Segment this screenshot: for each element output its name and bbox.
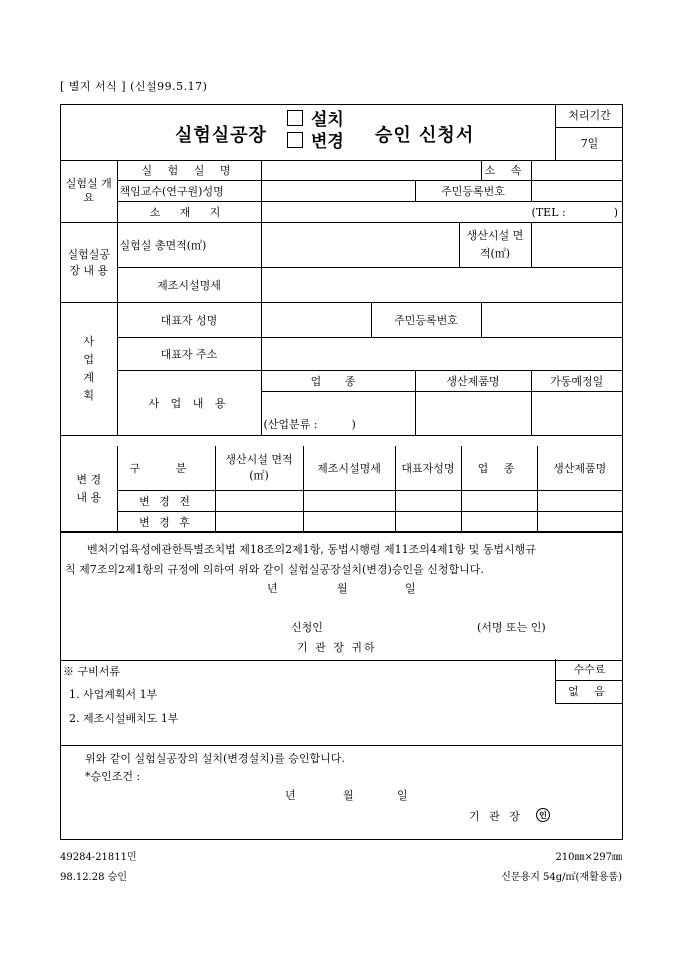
tel-label: (TEL :	[531, 205, 566, 219]
statement-line-1: 벤처기업육성에관한특별조치법 제18조의2제1항, 동법시행령 제11조의4제1항 및 동법시행규	[87, 543, 536, 556]
lab-overview-section: 실험실 개 요	[61, 160, 117, 223]
processing-period-label: 처리기간	[556, 105, 623, 128]
change-before-label: 변 경 전	[117, 491, 215, 512]
paper-type: 신문용지 54g/㎡(재활용품)	[501, 872, 622, 883]
change-before-rep[interactable]	[395, 491, 461, 512]
document-item-2: 2. 제조시설배치도 1부	[69, 712, 179, 725]
application-statement	[61, 531, 622, 661]
business-plan-section: 사 업 계 획	[61, 303, 117, 436]
application-form	[60, 104, 623, 840]
change-after-label: 변 경 후	[117, 512, 215, 533]
rep-rrn-field[interactable]	[481, 303, 622, 338]
total-area-label: 실험실 총면적(㎡)	[117, 223, 261, 268]
professor-label: 책임교수(연구원)성명	[117, 181, 261, 202]
paper-size: 210㎜×297㎜	[555, 852, 622, 863]
rep-rrn-label: 주민등록번호	[371, 303, 481, 338]
change-before-facility[interactable]	[303, 491, 395, 512]
operation-date-field[interactable]	[531, 392, 622, 436]
processing-period-value: 7일	[580, 137, 599, 150]
approval-date: 98.12.28 승인	[60, 872, 128, 883]
change-after-facility[interactable]	[303, 512, 395, 533]
change-before-area[interactable]	[215, 491, 303, 512]
approval-head: 기 관 장	[469, 810, 523, 823]
rep-name-field[interactable]	[261, 303, 371, 338]
factory-content-section: 실험실공장 내 용	[61, 223, 117, 303]
change-after-industry[interactable]	[461, 512, 537, 533]
document-item-1: 1. 사업계획서 1부	[69, 688, 158, 701]
change-before-industry[interactable]	[461, 491, 537, 512]
statement-month: 월	[337, 582, 348, 595]
location-label: 소 재 지	[117, 202, 261, 223]
title-main: 실험실공장	[175, 125, 267, 146]
title-options	[287, 109, 344, 153]
product-label: 생산제품명	[415, 371, 531, 392]
main-grid	[61, 160, 622, 436]
lab-name-field[interactable]	[261, 160, 481, 181]
product-field[interactable]	[415, 392, 531, 436]
fee-value: 없 음	[568, 685, 611, 698]
operation-date-label: 가동예정일	[531, 371, 622, 392]
change-col-product: 생산제품명	[537, 446, 622, 491]
change-col-area: 생산시설 면적(㎡)	[215, 446, 303, 491]
industry-field[interactable]	[261, 392, 415, 436]
statement-line-2: 칙 제7조의2제1항의 규정에 의하여 위와 같이 실험실공장설치(변경)승인을 신청합니다.	[65, 563, 484, 576]
statement-year: 년	[267, 582, 278, 595]
rep-address-field[interactable]	[261, 338, 622, 371]
approval-text: 위와 같이 실험실공장의 설치(변경설치)를 승인합니다.	[85, 752, 345, 765]
form-code: 49284-21811민	[60, 852, 137, 863]
title-row	[61, 105, 622, 161]
affiliation-field[interactable]	[531, 160, 622, 181]
change-section: 변 경 내 용	[61, 446, 117, 533]
change-after-product[interactable]	[537, 512, 622, 533]
tel-close: )	[613, 205, 618, 219]
official-seal-icon: 인	[536, 808, 550, 822]
fee-label: 수수료	[556, 659, 623, 681]
professor-field[interactable]	[261, 181, 415, 202]
change-checkbox[interactable]	[287, 132, 303, 148]
approval-year: 년	[285, 789, 296, 802]
change-col-industry: 업 종	[461, 446, 537, 491]
fee-box	[555, 659, 623, 704]
change-before-product[interactable]	[537, 491, 622, 512]
prod-area-field[interactable]	[531, 223, 622, 268]
change-col-rep: 대표자성명	[395, 446, 461, 491]
processing-period-box	[555, 105, 623, 160]
lab-name-label: 실 험 실 명	[117, 160, 261, 181]
location-field[interactable]	[261, 202, 622, 223]
rep-address-label: 대표자 주소	[117, 338, 261, 371]
addressee: 기 관 장 귀하	[297, 641, 377, 654]
facility-spec-label: 제조시설명세	[117, 268, 261, 303]
industry-class-close: )	[351, 418, 356, 431]
professor-rrn-field[interactable]	[531, 181, 622, 202]
approval-condition: *승인조건 :	[85, 770, 141, 783]
form-header-note: [ 별지 서식 ] (신설99.5.17)	[60, 80, 208, 93]
change-option-label: 변경	[311, 132, 344, 152]
approval-day: 일	[397, 789, 408, 802]
rep-name-label: 대표자 성명	[117, 303, 261, 338]
documents-heading: ※ 구비서류	[63, 665, 121, 678]
approval-month: 월	[343, 789, 354, 802]
change-col-facility: 제조시설명세	[303, 446, 395, 491]
applicant-label: 신청인	[291, 621, 323, 634]
change-after-rep[interactable]	[395, 512, 461, 533]
biz-content-label: 사 업 내 용	[117, 371, 261, 436]
signature-label: (서명 또는 인)	[477, 621, 546, 634]
total-area-field[interactable]	[261, 223, 459, 268]
title-suffix: 승인 신청서	[375, 125, 475, 146]
change-after-area[interactable]	[215, 512, 303, 533]
facility-spec-field[interactable]	[261, 268, 622, 303]
prod-area-label: 생산시설 면 적(㎡)	[459, 223, 531, 268]
change-grid	[61, 446, 622, 533]
industry-label: 업 종	[261, 371, 415, 392]
affiliation-label: 소 속	[481, 160, 531, 181]
professor-rrn-label: 주민등록번호	[415, 181, 531, 202]
install-option-label: 설치	[311, 110, 344, 130]
change-col-type: 구 분	[117, 446, 215, 491]
install-checkbox[interactable]	[287, 110, 303, 126]
approval-section	[61, 745, 622, 840]
required-documents	[61, 659, 622, 745]
statement-day: 일	[405, 582, 416, 595]
industry-class-label: (산업분류 :	[263, 418, 318, 431]
